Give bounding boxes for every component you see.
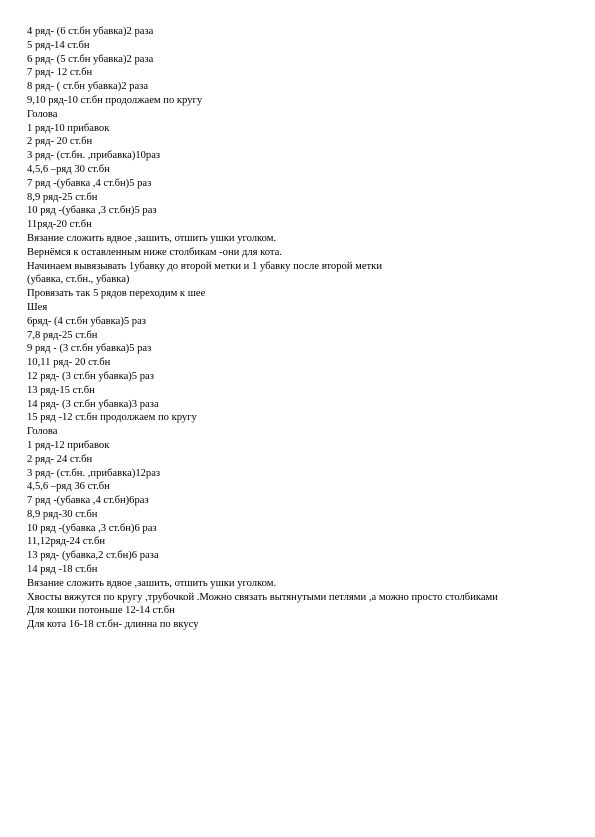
text-line: 2 ряд- 20 ст.бн	[27, 136, 93, 148]
section-heading: Голова	[27, 108, 58, 120]
text-line: Начинаем вывязывать 1убавку до второй метки и 1 убавку после второй метки	[27, 260, 382, 272]
section-heading: Шея	[27, 301, 48, 313]
text-line: 2 ряд- 24 ст.бн	[27, 453, 93, 465]
text-line: 7 ряд -(убавка ,4 ст.бн)6раз	[27, 495, 149, 507]
text-line: 10 ряд -(убавка ,3 ст.бн)5 раз	[27, 205, 157, 217]
text-line: 8 ряд- ( ст.бн убавка)2 раза	[27, 81, 149, 93]
text-line: 4,5,6 –ряд 36 ст.бн	[27, 481, 110, 493]
text-line: 12 ряд- (3 ст.бн убавка)5 раз	[27, 370, 154, 382]
section-heading: Голова	[27, 426, 58, 438]
text-line: 3 ряд- (ст.бн. ,прибавка)10раз	[27, 150, 161, 162]
text-line: 9 ряд - (3 ст.бн убавка)5 раз	[27, 343, 152, 355]
text-line: 1 ряд-12 прибавок	[27, 439, 110, 451]
text-line: 3 ряд- (ст.бн. ,прибавка)12раз	[27, 467, 161, 479]
text-line: 7 ряд- 12 ст.бн	[27, 67, 93, 79]
text-line: 13 ряд-15 ст.бн	[27, 384, 95, 396]
text-line: Вернёмся к оставленным ниже столбикам -они для кота.	[27, 246, 283, 258]
text-line: 10,11 ряд- 20 ст.бн	[27, 357, 111, 369]
pattern-text	[27, 25, 587, 632]
text-line: 11,12ряд-24 ст.бн	[27, 536, 106, 548]
text-line: 8,9 ряд-30 ст.бн	[27, 508, 98, 520]
text-line: 1 ряд-10 прибавок	[27, 122, 110, 134]
text-line: 4,5,6 –ряд 30 ст.бн	[27, 163, 110, 175]
text-line: 9,10 ряд-10 ст.бн продолжаем по кругу	[27, 94, 203, 106]
text-line: Вязание сложить вдвое ,зашить, отшить ушки уголком.	[27, 232, 277, 244]
text-line: 6 ряд- (5 ст.бн убавка)2 раза	[27, 53, 154, 65]
text-line: 14 ряд- (3 ст.бн убавка)3 раза	[27, 398, 159, 410]
text-line: Для кота 16-18 ст.бн- длинна по вкусу	[27, 619, 199, 631]
text-line: 10 ряд -(убавка ,3 ст.бн)6 раз	[27, 522, 157, 534]
text-line: 8,9 ряд-25 ст.бн	[27, 191, 98, 203]
text-line: Вязание сложить вдвое ,зашить, отшить ушки уголком.	[27, 577, 277, 589]
text-line: Для кошки потоньше 12-14 ст.бн	[27, 605, 175, 617]
text-line: Хвосты вяжутся по кругу ,трубочкой .Можно связать вытянутыми петлями ,а можно просто столбиками	[27, 591, 498, 603]
text-line: 6ряд- (4 ст.бн убавка)5 раз	[27, 315, 146, 327]
text-line: 13 ряд- (убавка,2 ст.бн)6 раза	[27, 550, 159, 562]
text-line: 5 ряд-14 ст.бн	[27, 39, 90, 51]
text-line: 14 ряд -18 ст.бн	[27, 564, 98, 576]
text-line: Провязать так 5 рядов переходим к шее	[27, 288, 206, 300]
text-line: 15 ряд -12 ст.бн продолжаем по кругу	[27, 412, 197, 424]
text-line: 4 ряд- (6 ст.бн убавка)2 раза	[27, 26, 154, 37]
text-line: (убавка, ст.бн., убавка)	[27, 274, 130, 286]
text-line: 11ряд-20 ст.бн	[27, 219, 92, 231]
text-line: 7 ряд -(убавка ,4 ст.бн)5 раз	[27, 177, 152, 189]
text-line: 7,8 ряд-25 ст.бн	[27, 329, 98, 341]
